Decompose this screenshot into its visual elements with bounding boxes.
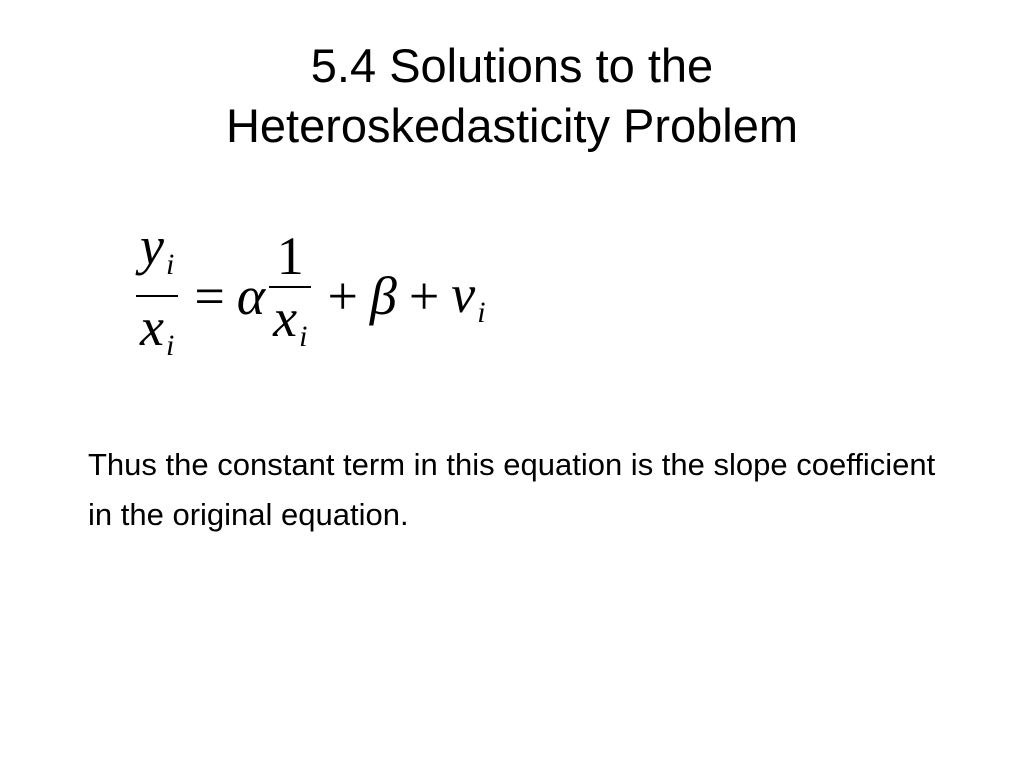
error-term [451, 263, 485, 330]
subscript-i: i [299, 319, 308, 353]
fraction-one-over-x [269, 226, 311, 367]
fraction-numerator [136, 216, 178, 295]
alpha-symbol: α [236, 266, 266, 326]
fraction-numerator: 1 [276, 225, 304, 286]
subscript-i: i [477, 295, 486, 329]
equals-sign: = [194, 266, 225, 326]
title-line-1: 5.4 Solutions to the [310, 39, 714, 92]
fraction-denominator [136, 297, 178, 376]
body-text: Thus the constant term in this equation is the slope coefficient in the original equation. [88, 447, 936, 532]
subscript-i: i [165, 329, 175, 362]
subscript-i: i [165, 248, 175, 281]
title-line-2: Heteroskedasticity Problem [225, 99, 799, 152]
var-x: x [140, 297, 164, 357]
equation [132, 216, 486, 376]
plus-sign: + [408, 266, 440, 326]
var-v: v [451, 263, 476, 324]
slide-title [0, 36, 1024, 156]
fraction-y-over-x [136, 216, 178, 376]
plus-sign: + [327, 266, 358, 326]
var-y: y [140, 216, 164, 276]
beta-symbol: β [369, 266, 397, 326]
fraction-denominator [269, 288, 311, 367]
var-x: x [273, 287, 298, 348]
